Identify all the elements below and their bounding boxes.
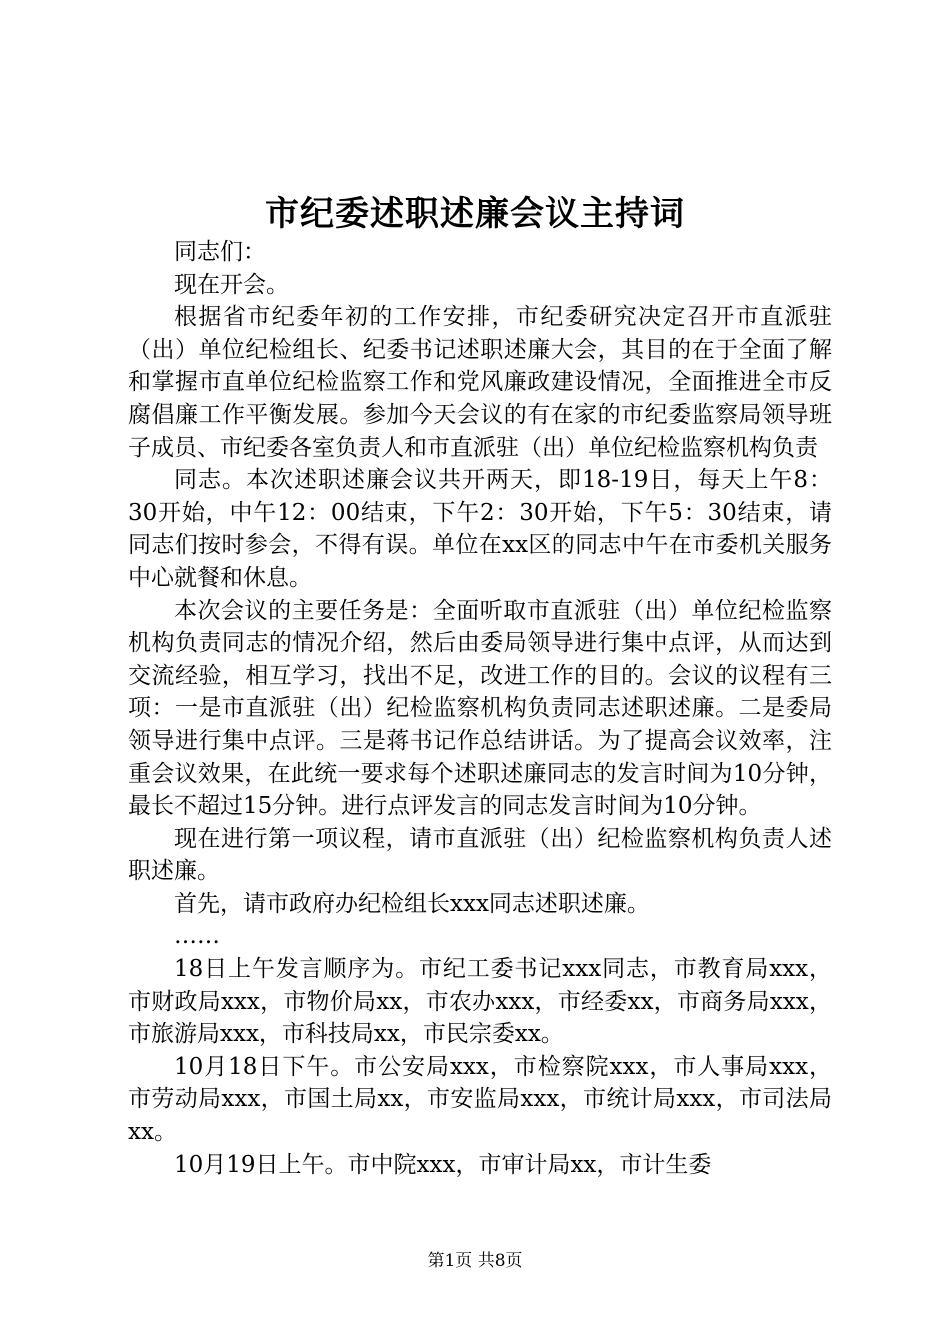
paragraph-ellipsis: …… <box>174 923 220 950</box>
page-number-footer: 第1页 共8页 <box>427 1251 523 1271</box>
paragraph-first-speaker: 首先，请市政府办纪检组长xxx同志述职述廉。 <box>174 890 650 917</box>
paragraph-schedule: 同志。本次述职述廉会议共开两天，即18-19日，每天上午8：30开始，中午12：00结束，下午2：30开始，下午5：30结束，请同志们按时参会，不得有误。单位在xx区的同志中午在市委机关服务中心就餐和休息。 <box>128 467 832 591</box>
paragraph-tasks: 本次会议的主要任务是：全面听取市直派驻（出）单位纪检监察机构负责同志的情况介绍，然后由委局领导进行集中点评，从而达到交流经验，相互学习，找出不足，改进工作的目的。会议的议程有三项：一是市直派驻（出）纪检监察机构负责同志述职述廉。二是委局领导进行集中点评。三是蒋书记作总结讲话。为了提高会议效率，注重会议效果，在此统一要求每个述职述廉同志的发言时间为10分钟，最长不超过15分钟。进行点评发言的同志发言时间为10分钟。 <box>128 597 832 820</box>
paragraph-background: 根据省市纪委年初的工作安排，市纪委研究决定召开市直派驻（出）单位纪检组长、纪委书记述职述廉大会，其目的在于全面了解和掌握市直单位纪检监察工作和党风廉政建设情况，全面推进全市反腐倡廉工作平衡发展。参加今天会议的有在家的市纪委监察局领导班子成员、市纪委各室负责人和市直派驻（出）单位纪检监察机构负责 <box>128 304 832 461</box>
paragraph-order-19-am: 10月19日上午。市中院xxx，市审计局xx，市计生委 <box>174 1151 712 1178</box>
document-title: 市纪委述职述廉会议主持词 <box>265 194 685 234</box>
paragraph-greeting: 同志们： <box>174 239 266 265</box>
document-body <box>128 236 832 1181</box>
paragraph-order-18-am: 18日上午发言顺序为。市纪工委书记xxx同志，市教育局xxx，市财政局xxx，市物价局xx，市农办xxx，市经委xx，市商务局xxx，市旅游局xxx，市科技局xx，市民宗委xx。 <box>128 956 832 1048</box>
paragraph-first-agenda: 现在进行第一项议程，请市直派驻（出）纪检监察机构负责人述职述廉。 <box>128 825 832 885</box>
paragraph-order-18-pm: 10月18日下午。市公安局xxx，市检察院xxx，市人事局xxx，市劳动局xxx，市国土局xx，市安监局xxx，市统计局xxx，市司法局xx。 <box>128 1053 832 1146</box>
paragraph-opening: 现在开会。 <box>174 271 289 298</box>
